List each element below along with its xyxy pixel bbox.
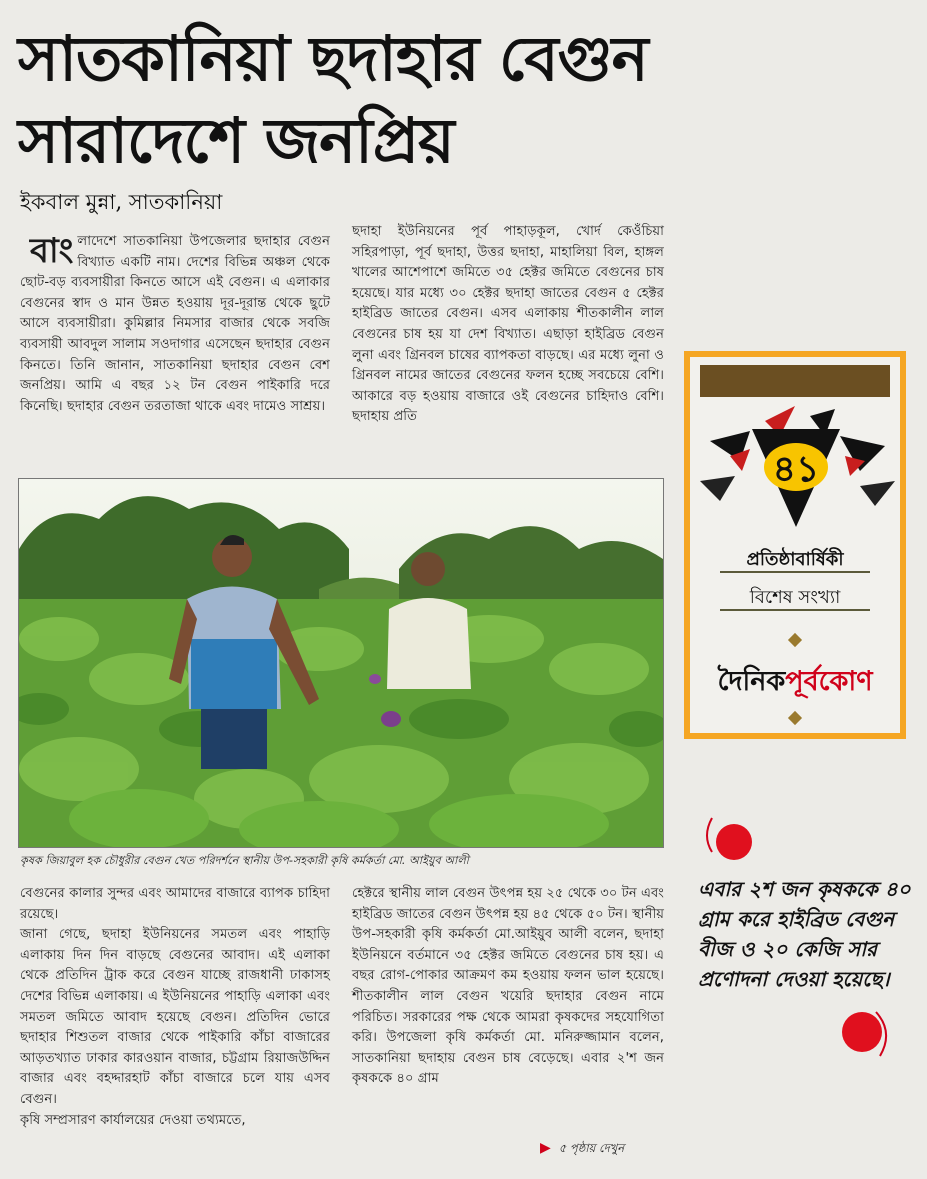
promo-number: ৪১ <box>772 449 820 490</box>
play-arrow-icon: ▶ <box>540 1140 551 1156</box>
eggplant-field-photo <box>19 479 663 847</box>
promo-line-2: বিশেষ সংখ্যা <box>749 587 841 608</box>
burst-graphic-icon <box>690 401 900 541</box>
headline-line-2: সারাদেশে জনপ্রিয় <box>18 104 454 177</box>
headline <box>18 18 698 182</box>
column-1-text: লাদেশে সাতকানিয়া উপজেলার ছদাহার বেগুন বিখ্যাত একটি নাম। দেশের বিভিন্ন অঞ্চল থেকে ছোট-বড় ব্যবসায়ীরা কিনতে আসে এই বেগুন। এ এলাকার বেগুনের স্বাদ ও মান উন্নত হওয়ায় দূর-দূরান্ত থেকে ছুটে আসে ব্যবসায়ীরা। কুমিল্লার নিমসার বাজার থেকে সবজি ব্যবসায়ী আবদুল সালাম সওদাগার এসেছেন ছদাহার বেগুন কিনতে। তিনি জানান, সাতকানিয়া ছদাহার বেগুন বেশ জনপ্রিয়। আমি এ বছর ১২ টন বেগুন পাইকারি দরে কিনেছি। ছদাহার বেগুন তরতাজা থাকে এবং দামেও সাশ্রয়। <box>20 234 330 414</box>
promo-divider-1 <box>720 571 870 573</box>
article-column-1 <box>20 232 330 417</box>
red-dot-icon <box>836 1004 896 1064</box>
promo-line-1: প্রতিষ্ঠাবার্ষিকী <box>746 549 844 570</box>
red-dot-icon <box>700 812 760 862</box>
promo-top-bar <box>700 365 890 397</box>
photo-caption: কৃষক জিয়াবুল হক চৌধুরীর বেগুন খেত পরিদর্শনে স্থানীয় উপ-সহকারী কৃষি কর্মকর্তা মো. আইয়ুব আলী <box>20 854 469 867</box>
pull-quote: এবার ২শ জন কৃষককে ৪০ গ্রাম করে হাইব্রিড বেগুন বীজ ও ২০ কেজি সার প্রণোদনা দেওয়া হয়েছে। <box>698 877 911 991</box>
diamond-icon <box>788 633 802 647</box>
column-4-text: হেক্টরে স্থানীয় লাল বেগুন উৎপন্ন হয় ২৫ থেকে ৩০ টন এবং হাইব্রিড জাতের বেগুন উৎপন্ন হয় ৪৫ থেকে ৫০ টন। স্থানীয় উপ-সহকারী কৃষি কর্মকর্তা মো.আইয়ুব আলী বলেন, ছদাহা ইউনিয়নে বর্তমানে ৩৫ হেক্টর জমিতে বেগুনের চাষ হয়। এ বছর রোগ-পোকার আক্রমণ কম হওয়ায় ফলন ভাল হয়েছে। শীতকালীন লাল বেগুন খয়েরি ছদাহার বেগুন নামে পরিচিত। সরকারের পক্ষ থেকে আমরা কৃষকদের সহযোগিতা করি। উপজেলা কৃষি কর্মকর্তা মো. মনিরুজ্জামান বলেন, সাতকানিয়া ছদাহায় বেগুন চাষ বেড়েছে। এবার ২'শ জন কৃষককে ৪০ গ্রাম <box>352 886 664 1087</box>
drop-cap: বাং <box>30 231 74 271</box>
column-3-para-3: কৃষি সম্প্রসারণ কার্যালয়ের দেওয়া তথ্যমতে, <box>20 1112 246 1128</box>
promo-divider-2 <box>720 609 870 611</box>
article-photo <box>18 478 664 848</box>
article-column-2 <box>352 222 664 428</box>
article-column-3 <box>20 884 330 1131</box>
anniversary-promo-box <box>684 351 906 739</box>
diamond-icon <box>788 711 802 725</box>
column-3-para-1: বেগুনের কালার সুন্দর এবং আমাদের বাজারে ব্যাপক চাহিদা রয়েছে। <box>20 886 330 922</box>
column-2-text: ছদাহা ইউনিয়নের পূর্ব পাহাড়কূল, খোর্দ কেওঁচিয়া সহিরপাড়া, পূর্ব ছদাহা, উত্তর ছদাহা, মাহালিয়া বিল, হাঙ্গল খালের আশেপাশে জমিতে ৩৫ হেক্টর জমিতে বেগুনের চাষ হয়েছে। যার মধ্যে ৩০ হেক্টর ছদাহা জাতের বেগুন ৫ হেক্টর হাইব্রিড জাতের বেগুন। এসব এলাকায় শীতকালীন লাল বেগুনের চাষ হয় যা দেশ বিখ্যাত। এছাড়া হাইব্রিড বেগুন লুনা এবং গ্রিনবল চাষের ব্যাপকতা বাড়ছে। এর মধ্যে লুনা ও গ্রিনবল নামের জাতের বেগুনের ফলন হচ্ছে সবচেয়ে বেশি। আকারে বড় হওয়ায় বাজারে ওই বেগুনের চাহিদাও বেশি। ছদাহায় প্রতি <box>352 224 664 425</box>
headline-line-1: সাতকানিয়া ছদাহার বেগুন <box>18 22 648 95</box>
continue-note[interactable] <box>540 1140 624 1159</box>
column-3-para-2: জানা গেছে, ছদাহা ইউনিয়নের সমতল এবং পাহাড়ি এলাকায় দিন দিন বাড়ছে বেগুনের আবাদ। এই এলাকা থেকে প্রতিদিন ট্রাক করে বেগুন যাচ্ছে রাজধানী ঢাকাসহ দেশের বিভিন্ন এলাকায়। এ ইউনিয়নের পাহাড়ি এলাকা এবং সমতল জমিতে আবাদ হয়েছে বেগুন। প্রতিদিন ভোরে ছদাহার শিশুতল বাজার থেকে পাইকারি কাঁচা বাজারের আড়তখ্যাত ঢাকার কারওয়ান বাজার, চট্টগ্রাম রিয়াজউদ্দিন বাজার এবং বহদ্দারহাট কাঁচা বাজারে চলে যায় এসব বেগুন। <box>20 927 330 1107</box>
continue-text: ৫ পৃষ্ঠায় দেখুন <box>558 1141 625 1155</box>
brand-part-2: পূর্বকোণ <box>785 666 873 697</box>
brand-part-1: দৈনিক <box>717 666 786 697</box>
byline: ইকবাল মুন্না, সাতকানিয়া <box>20 190 223 214</box>
newspaper-brand <box>690 661 900 706</box>
article-column-4 <box>352 884 664 1090</box>
